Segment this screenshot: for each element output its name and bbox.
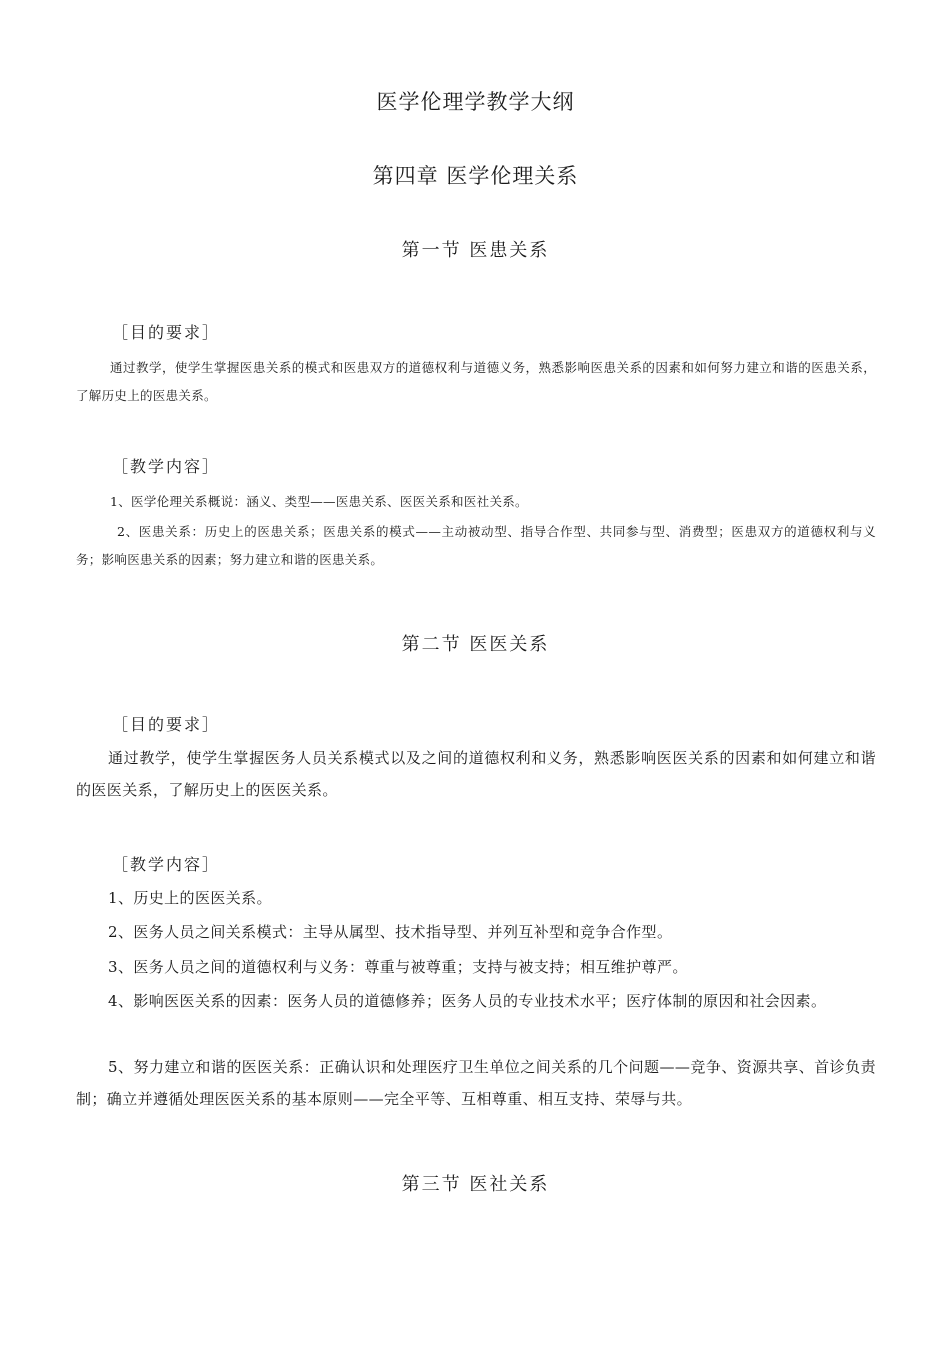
section-heading-1: 第一节 医患关系 (401, 240, 550, 261)
objective-label-2: ［目的要求］ (112, 715, 221, 734)
content-item-1-2: 2、医患关系：历史上的医患关系；医患关系的模式——主动被动型、指导合作型、共同参与型、消费型；医患双方的道德权利与义务；影响医患关系的因素；努力建立和谐的医患关系。 (76, 524, 876, 567)
chapter-heading: 第四章 医学伦理关系 (372, 164, 579, 188)
content-item-2-3: 3、医务人员之间的道德权利与义务：尊重与被尊重；支持与被支持；相互维护尊严。 (108, 958, 688, 976)
content-label-1: ［教学内容］ (112, 457, 221, 476)
content-item-1-1: 1、医学伦理关系概说：涵义、类型——医患关系、医医关系和医社关系。 (110, 494, 528, 509)
content-label-2: ［教学内容］ (112, 855, 221, 874)
document-title: 医学伦理学教学大纲 (376, 90, 575, 114)
objective-text-1: 通过教学，使学生掌握医患关系的模式和医患双方的道德权利与道德义务，熟悉影响医患关系的因素和如何努力建立和谐的医患关系，了解历史上的医患关系。 (76, 360, 876, 403)
content-item-2-4: 4、影响医医关系的因素：医务人员的道德修养；医务人员的专业技术水平；医疗体制的原因和社会因素。 (108, 992, 827, 1010)
objective-label-1: ［目的要求］ (112, 323, 221, 342)
content-item-2-1: 1、历史上的医医关系。 (108, 889, 272, 907)
section-heading-3: 第三节 医社关系 (401, 1174, 550, 1195)
content-item-2-2: 2、医务人员之间关系模式：主导从属型、技术指导型、并列互补型和竞争合作型。 (108, 923, 673, 941)
section-heading-2: 第二节 医医关系 (401, 634, 550, 655)
content-item-2-5: 5、努力建立和谐的医医关系：正确认识和处理医疗卫生单位之间关系的几个问题——竞争、资源共享、首诊负责制；确立并遵循处理医医关系的基本原则——完全平等、互相尊重、相互支持、荣辱与共。 (76, 1058, 876, 1108)
objective-text-2: 通过教学，使学生掌握医务人员关系模式以及之间的道德权利和义务，熟悉影响医医关系的因素和如何建立和谐的医医关系，了解历史上的医医关系。 (76, 749, 876, 799)
